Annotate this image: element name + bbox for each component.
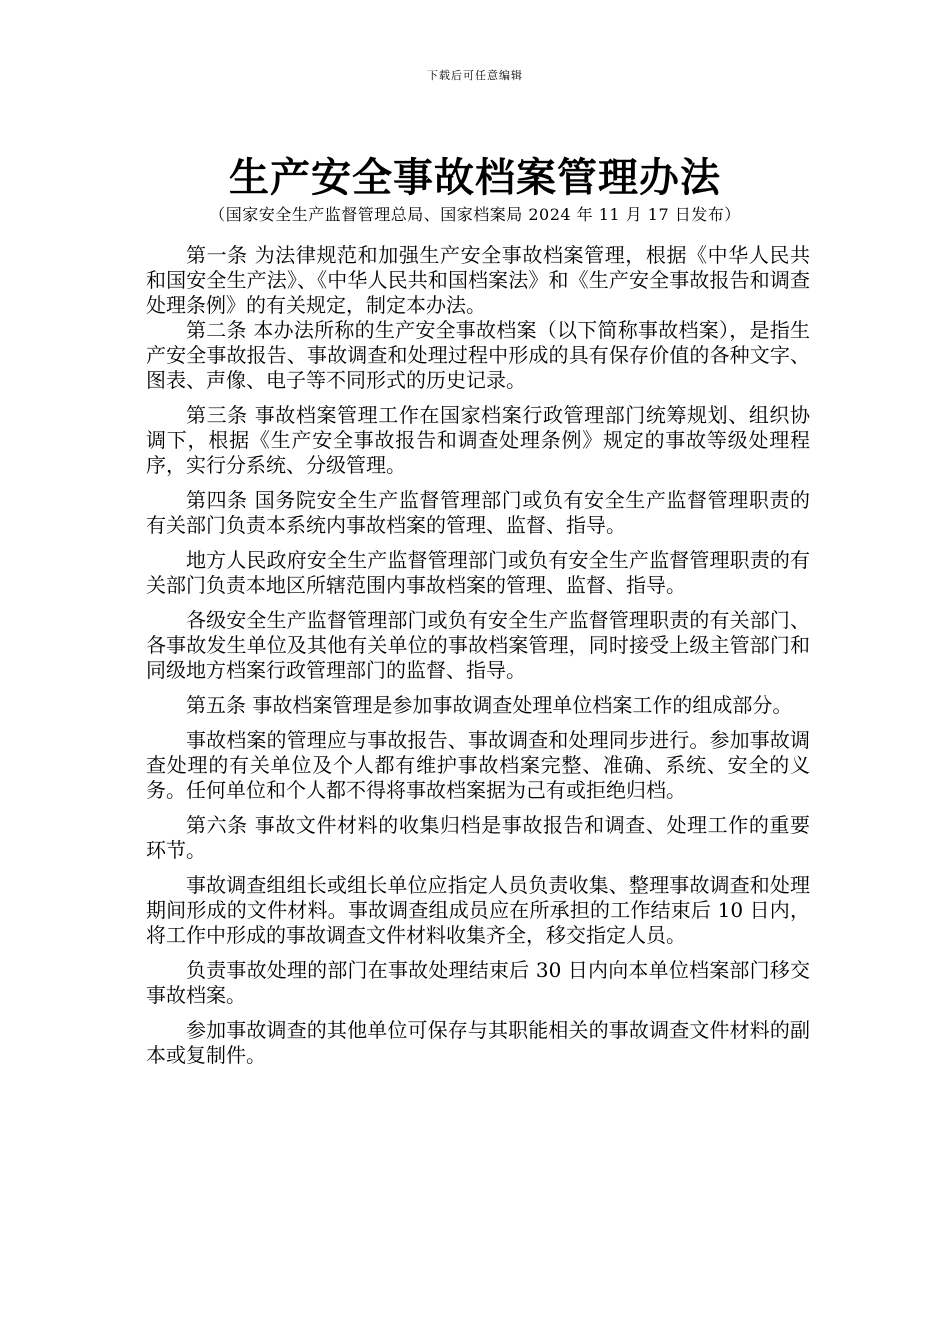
article-3-paragraph: 第三条 事故档案管理工作在国家档案行政管理部门统筹规划、组织协调下，根据《生产安全事故报告和调查处理条例》规定的事故等级处理程序，实行分系统、分级管理。 (146, 403, 810, 477)
article-4-all-levels-paragraph: 各级安全生产监督管理部门或负有安全生产监督管理职责的有关部门、各事故发生单位及其他有关单位的事故档案管理，同时接受上级主管部门和同级地方档案行政管理部门的监督、指导。 (146, 608, 810, 682)
document-subtitle: （国家安全生产监督管理总局、国家档案局 2024 年 11 月 17 日发布） (209, 205, 741, 224)
article-5-sync-paragraph: 事故档案的管理应与事故报告、事故调查和处理同步进行。参加事故调查处理的有关单位及个人都有维护事故档案完整、准确、系统、安全的义务。任何单位和个人都不得将事故档案据为己有或拒绝归档。 (146, 728, 810, 802)
document-body (146, 243, 810, 1078)
article-6-paragraph: 第六条 事故文件材料的收集归档是事故报告和调查、处理工作的重要环节。 (146, 813, 810, 862)
article-4-local-paragraph: 地方人民政府安全生产监督管理部门或负有安全生产监督管理职责的有关部门负责本地区所辖范围内事故档案的管理、监督、指导。 (146, 548, 810, 597)
article-6-copies-paragraph: 参加事故调查的其他单位可保存与其职能相关的事故调查文件材料的副本或复制件。 (146, 1018, 810, 1067)
article-5-paragraph: 第五条 事故档案管理是参加事故调查处理单位档案工作的组成部分。 (186, 693, 793, 717)
article-6-collection-paragraph: 事故调查组组长或组长单位应指定人员负责收集、整理事故调查和处理期间形成的文件材料。事故调查组成员应在所承担的工作结束后 10 日内，将工作中形成的事故调查文件材料收集齐全，移交指定人员。 (146, 873, 810, 947)
article-1-paragraph: 第一条 为法律规范和加强生产安全事故档案管理，根据《中华人民共和国安全生产法》、《中华人民共和国档案法》和《生产安全事故报告和调查处理条例》的有关规定，制定本办法。 (146, 243, 810, 317)
article-6-transfer-paragraph: 负责事故处理的部门在事故处理结束后 30 日内向本单位档案部门移交事故档案。 (146, 958, 810, 1007)
article-2-paragraph: 第二条 本办法所称的生产安全事故档案（以下简称事故档案），是指生产安全事故报告、事故调查和处理过程中形成的具有保存价值的各种文字、图表、声像、电子等不同形式的历史记录。 (146, 318, 810, 392)
document-title: 生产安全事故档案管理办法 (229, 154, 721, 201)
article-4-paragraph: 第四条 国务院安全生产监督管理部门或负有安全生产监督管理职责的有关部门负责本系统内事故档案的管理、监督、指导。 (146, 488, 810, 537)
page-header-note: 下载后可任意编辑 (427, 69, 523, 82)
